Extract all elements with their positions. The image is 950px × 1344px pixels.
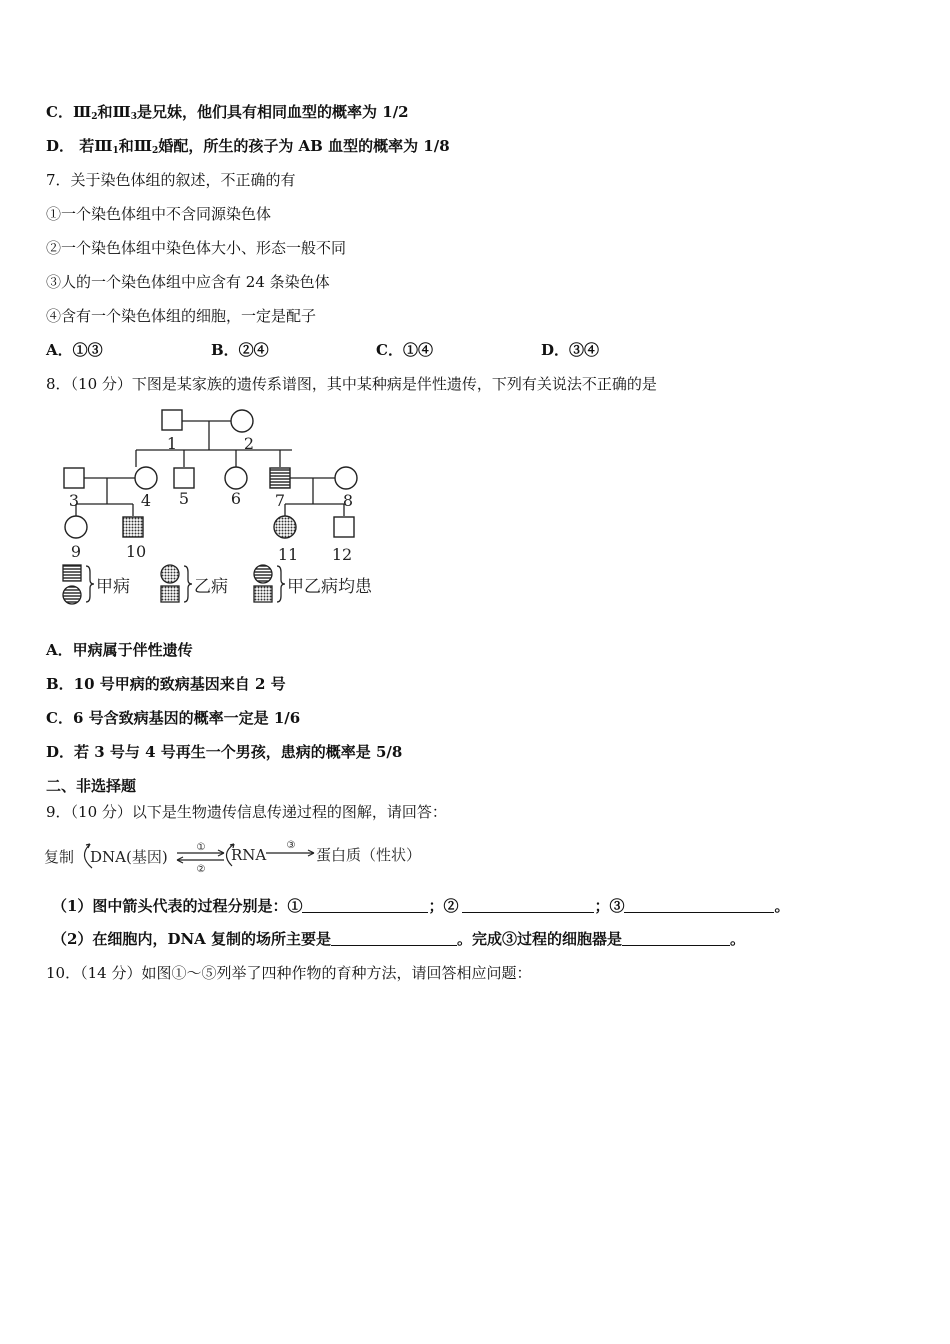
q9-sub2-lead: （2）在细胞内，DNA 复制的场所主要是 <box>52 930 332 948</box>
pedigree-individual-3 <box>64 468 84 488</box>
pedigree-number: 8 <box>342 491 354 510</box>
q6-d-sub2: 2 <box>152 146 159 156</box>
diagram-rna-label: RNA <box>231 846 267 864</box>
q7-option-c: C．①④ <box>376 341 433 359</box>
pedigree-individual-1 <box>162 410 182 430</box>
q6-c-prefix: C．Ⅲ <box>46 103 92 121</box>
diagram-step-2: ② <box>196 864 206 875</box>
answer-blank-5[interactable] <box>622 931 730 946</box>
q8-option-a: A．甲病属于伴性遗传 <box>46 641 193 659</box>
q7-option-d: D．③④ <box>541 341 600 359</box>
pedigree-individual-5 <box>174 468 194 488</box>
q7-item: ①一个染色体组中不含同源染色体 <box>46 205 272 223</box>
q6-d-rest: 婚配，所生的孩子为 AB 血型的概率为 1/8 <box>158 137 450 155</box>
q6-c-mid: 和Ⅲ <box>97 103 131 121</box>
answer-blank-3[interactable] <box>624 898 774 913</box>
q7-item: ②一个染色体组中染色体大小、形态一般不同 <box>46 239 347 257</box>
pedigree-number: 7 <box>274 491 286 510</box>
q8-option-b: B．10 号甲病的致病基因来自 2 号 <box>46 675 286 693</box>
q9-sub1 <box>52 896 790 916</box>
legend-jia-label: 甲病 <box>96 577 130 597</box>
central-dogma-diagram <box>44 838 444 878</box>
pedigree-individual-10 <box>123 517 143 537</box>
answer-blank-1[interactable] <box>302 898 428 913</box>
legend-jia-female <box>63 586 81 604</box>
q6-d-mid: 和Ⅲ <box>118 137 153 155</box>
legend-yi-male <box>161 586 179 602</box>
pedigree-number: 11 <box>277 545 299 564</box>
legend-yi-female <box>161 565 179 583</box>
q6-option-d <box>46 136 450 161</box>
pedigree-number: 10 <box>125 542 147 561</box>
pedigree-number: 5 <box>178 489 190 508</box>
pedigree-individual-6 <box>225 467 247 489</box>
q6-d-prefix: D． 若Ⅲ <box>46 137 113 155</box>
q7-options <box>46 340 599 360</box>
diagram-protein-label: 蛋白质（性状） <box>316 846 422 864</box>
section-title: 二、非选择题 <box>46 777 137 795</box>
q9-sub2 <box>52 929 745 949</box>
diagram-step-1: ① <box>196 842 206 853</box>
answer-blank-2[interactable] <box>462 898 594 913</box>
pedigree-individual-7 <box>270 468 290 488</box>
q6-d-sub1: 1 <box>112 146 119 156</box>
q9-sub2-mid: 。完成③过程的细胞器是 <box>457 930 623 948</box>
legend-jia-male <box>63 565 81 581</box>
q9-stem: 9．（10 分）以下是生物遗传信息传递过程的图解，请回答： <box>46 803 447 821</box>
q7-item: ③人的一个染色体组中应含有 24 条染色体 <box>46 273 330 291</box>
q6-c-sub1: 2 <box>91 112 98 122</box>
pedigree-individual-8 <box>335 467 357 489</box>
q7-option-a: A．①③ <box>46 341 103 359</box>
pedigree-number: 6 <box>230 489 242 508</box>
legend-both-male <box>254 586 272 602</box>
pedigree-individual-11 <box>274 516 296 538</box>
q9-sub1-lead: （1）图中箭头代表的过程分别是：① <box>52 897 303 915</box>
pedigree-number: 9 <box>70 542 82 561</box>
answer-blank-4[interactable] <box>331 931 457 946</box>
q8-option-d: D．若 3 号与 4 号再生一个男孩，患病的概率是 5/8 <box>46 743 403 761</box>
diagram-replicate-label: 复制 <box>44 848 75 866</box>
legend-both-female <box>254 565 272 583</box>
pedigree-individual-9 <box>65 516 87 538</box>
pedigree-number: 12 <box>331 545 353 564</box>
q9-sub2-end: 。 <box>730 930 746 948</box>
q9-sub1-sep1: ；② <box>428 897 459 915</box>
pedigree-individual-4 <box>135 467 157 489</box>
q9-sub1-sep2: ；③ <box>594 897 625 915</box>
pedigree-number: 3 <box>68 491 80 510</box>
diagram-step-3: ③ <box>286 840 296 851</box>
q7-stem: 7．关于染色体组的叙述，不正确的有 <box>46 171 296 189</box>
q9-sub1-end: 。 <box>774 897 790 915</box>
q10-stem: 10．（14 分）如图①～⑤列举了四种作物的育种方法，请回答相应问题： <box>46 964 532 982</box>
q6-option-c <box>46 102 409 127</box>
q6-c-sub2: 3 <box>130 112 138 122</box>
legend-yi-label: 乙病 <box>194 577 228 597</box>
q8-stem: 8．（10 分）下图是某家族的遗传系谱图，其中某种病是伴性遗传，下列有关说法不正确的是 <box>46 375 657 393</box>
pedigree-individual-12 <box>334 517 354 537</box>
pedigree-chart <box>50 400 410 615</box>
q7-item: ④含有一个染色体组的细胞，一定是配子 <box>46 307 317 325</box>
pedigree-individual-2 <box>231 410 253 432</box>
q6-c-rest: 是兄妹，他们具有相同血型的概率为 1/2 <box>137 103 409 121</box>
pedigree-number: 4 <box>140 491 152 510</box>
q8-option-c: C．6 号含致病基因的概率一定是 1/6 <box>46 709 301 727</box>
pedigree-number: 1 <box>166 434 178 453</box>
diagram-dna-label: DNA(基因) <box>90 848 168 866</box>
q7-option-b: B．②④ <box>211 341 269 359</box>
pedigree-number: 2 <box>243 434 255 453</box>
legend-both-label: 甲乙病均患 <box>287 577 372 597</box>
